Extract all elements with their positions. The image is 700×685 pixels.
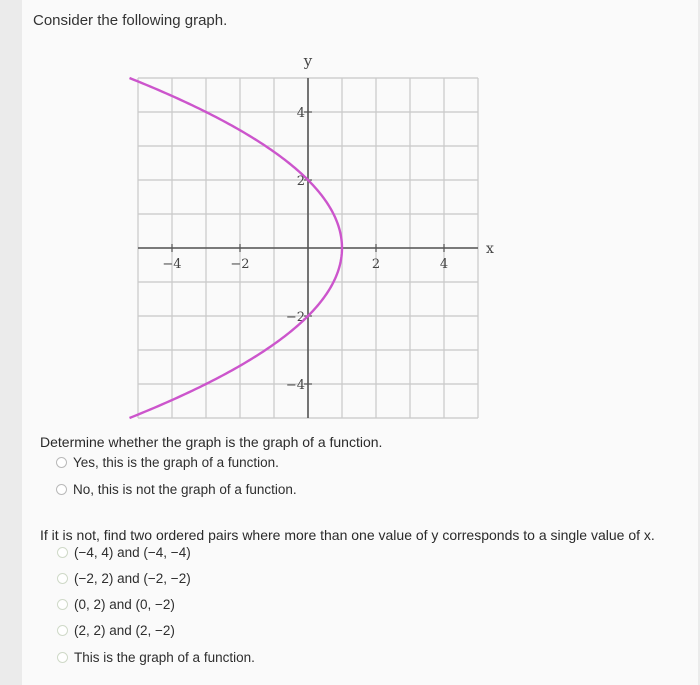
radio-button[interactable] (57, 547, 68, 558)
option-label: (−4, 4) and (−4, −4) (74, 545, 191, 560)
radio-button[interactable] (57, 625, 68, 636)
option-label: (2, 2) and (2, −2) (74, 623, 175, 638)
radio-button[interactable] (56, 457, 67, 468)
x-tick-label: −2 (230, 257, 250, 272)
question1-text: Determine whether the graph is the graph of a function. (40, 434, 383, 450)
y-tick-label: −4 (285, 378, 305, 393)
y-tick-label: −2 (285, 310, 305, 325)
option-pair-neg4[interactable] (57, 545, 191, 560)
option-label: (−2, 2) and (−2, −2) (74, 571, 191, 586)
option-pair-2[interactable] (57, 623, 175, 638)
x-tick-label: 4 (439, 257, 449, 272)
question2-label: If it is not, find two ordered pairs where more than one value of y corresponds to a single value of x. (40, 527, 655, 543)
y-tick-label: 4 (296, 106, 305, 121)
option-label: (0, 2) and (0, −2) (74, 597, 175, 612)
option-yes-function[interactable] (56, 455, 279, 470)
option-label: Yes, this is the graph of a function. (73, 455, 279, 470)
option-not-function[interactable] (56, 482, 297, 497)
option-pair-neg2[interactable] (57, 571, 191, 586)
radio-button[interactable] (57, 599, 68, 610)
option-pair-0[interactable] (57, 597, 175, 612)
question2-text (40, 527, 655, 543)
option-label: This is the graph of a function. (74, 650, 255, 665)
option-label: No, this is not the graph of a function. (73, 482, 297, 497)
radio-button[interactable] (56, 484, 67, 495)
x-tick-label: 2 (371, 257, 381, 272)
prompt-text: Consider the following graph. (33, 12, 228, 29)
parabola-graph (130, 48, 494, 428)
radio-button[interactable] (57, 652, 68, 663)
x-axis-label: x (486, 241, 494, 257)
option-is-function[interactable] (57, 650, 255, 665)
axes (138, 78, 478, 418)
radio-button[interactable] (57, 573, 68, 584)
x-tick-label: −4 (162, 257, 182, 272)
y-axis-label: y (303, 52, 313, 70)
y-tick-label: 2 (296, 174, 305, 189)
